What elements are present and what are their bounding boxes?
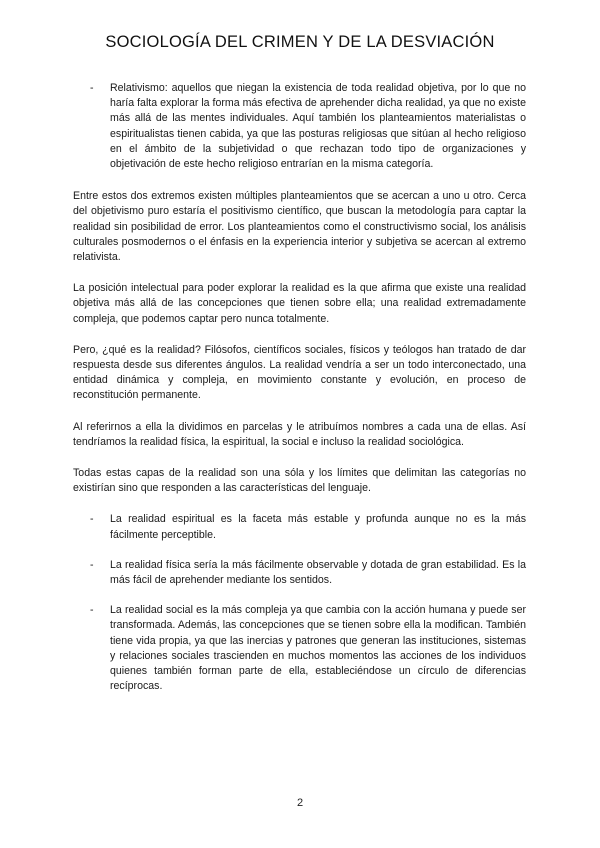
bullet-marker: -: [90, 513, 94, 526]
bullet-item-espiritual: [73, 512, 526, 542]
bullet-marker: -: [90, 82, 94, 94]
paragraph: Pero, ¿qué es la realidad? Filósofos, científicos sociales, físicos y teólogos han tratado de dar respuesta desde sus diferentes ángulos. La realidad vendría a ser un todo interconectado, una entidad dinámica y compleja, en movimiento constante y evolución, en proceso de reconstitución permanente.: [73, 343, 526, 402]
bullet-text: Relativismo: aquellos que niegan la existencia de toda realidad objetiva, por lo que no haría falta explorar la forma más efectiva de aprehender dicha realidad, ya que no existe más allá de las mentes individuales. Aquí también los planteamientos materialistas o espiritualistas tienen cabida, ya que las posturas religiosas que sitúan al hecho religioso en el ámbito de la subjetividad o que rechazan todo tipo de organizaciones y objetivación de este hecho religioso entrarían en la misma categoría.: [110, 82, 526, 171]
bullet-text: La realidad social es la más compleja ya que cambia con la acción humana y puede ser transformada. Además, las concepciones que se tienen sobre ella la modifican. También tiene vida propia, ya que las inercias y patrones que generan las instituciones, sistemas y relaciones sociales trascienden en muchos momentos las acciones de los individuos quienes también forman parte de ella, estableciéndose un círculo de diferencias recíprocas.: [110, 604, 526, 693]
paragraph: Al referirnos a ella la dividimos en parcelas y le atribuímos nombres a cada una de ellas. Así tendríamos la realidad física, la espiritual, la social e incluso la realidad sociológica.: [73, 420, 526, 448]
bullet-marker: -: [90, 604, 94, 617]
page-body: [73, 81, 526, 695]
bullet-marker: -: [90, 558, 94, 571]
paragraph: Todas estas capas de la realidad son una sóla y los límites que delimitan las categorías no existirían sino que responden a las características del lenguaje.: [73, 467, 526, 495]
page-title: SOCIOLOGÍA DEL CRIMEN Y DE LA DESVIACIÓN: [105, 33, 495, 51]
bullet-item-social: [73, 603, 526, 694]
paragraph: Entre estos dos extremos existen múltiples planteamientos que se acercan a uno u otro. Cerca del objetivismo puro estaría el positivismo científico, que buscan la metodología para captar la realidad sin posibilidad de error. Los planteamientos como el constructivismo social, los análisis culturales posmodernos o el énfasis en la experiencia interior y subjetiva se acercan al extremo relativista.: [73, 190, 526, 264]
paragraph: La posición intelectual para poder explorar la realidad es la que afirma que existe una realidad objetiva más allá de las concepciones que tienen sobre ella; una realidad extremadamente compleja, que podemos captar pero nunca totalmente.: [73, 282, 526, 325]
bullet-item-fisica: [73, 558, 526, 588]
bullet-item-relativismo: [73, 81, 526, 172]
bullet-text: La realidad espiritual es la faceta más estable y profunda aunque no es la más fácilmente perceptible.: [110, 513, 526, 541]
bullet-text: La realidad física sería la más fácilmente observable y dotada de gran estabilidad. Es la más fácil de aprehender mediante los sentidos.: [110, 558, 526, 587]
page-number: 2: [296, 797, 304, 809]
